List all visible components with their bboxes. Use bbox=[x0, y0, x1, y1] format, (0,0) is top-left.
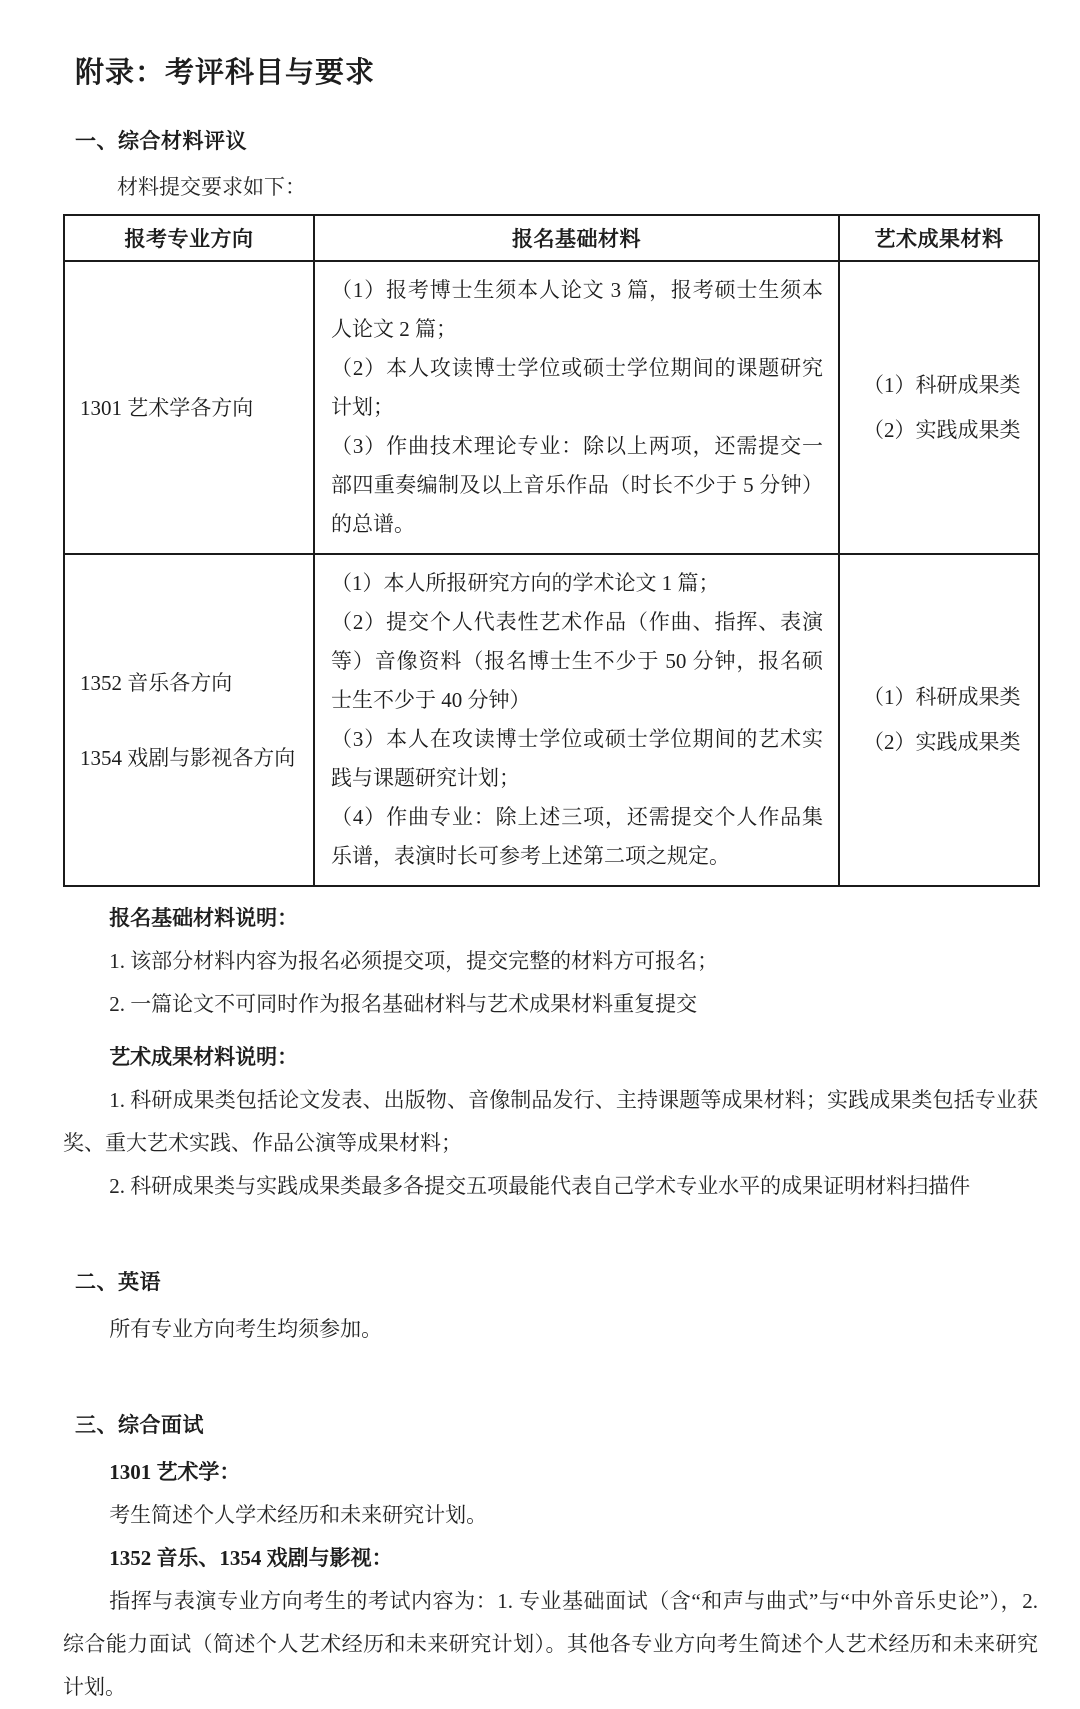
table-header-row bbox=[64, 215, 1039, 261]
material-item: （1）本人所报研究方向的学术论文 1 篇； bbox=[331, 571, 720, 595]
direction-cell-1301 bbox=[64, 261, 314, 554]
direction-label: 1301 艺术学各方向 bbox=[80, 395, 254, 420]
material-item: （3）作曲技术理论专业：除以上两项，还需提交一部四重奏编制及以上音乐作品（时长不少于 5 分钟）的总谱。 bbox=[331, 434, 823, 536]
column-header-achievement-materials: 艺术成果材料 bbox=[839, 215, 1039, 261]
section-3-heading: 三、综合面试 bbox=[75, 1413, 204, 1437]
material-item: （2）本人攻读博士学位或硕士学位期间的课题研究计划； bbox=[331, 356, 823, 419]
column-header-basic-materials: 报名基础材料 bbox=[314, 215, 839, 261]
material-item: （2）提交个人代表性艺术作品（作曲、指挥、表演等）音像资料（报名博士生不少于 50 分钟，报名硕士生不少于 40 分钟） bbox=[331, 610, 823, 712]
section-2-heading: 二、英语 bbox=[75, 1270, 161, 1294]
direction-cell-1352-1354 bbox=[64, 554, 314, 886]
direction-label: 1352 音乐各方向 bbox=[80, 670, 233, 695]
basic-materials-notes-heading: 报名基础材料说明： bbox=[109, 906, 299, 930]
table-row-1301 bbox=[64, 261, 1039, 554]
material-item: （1）报考博士生须本人论文 3 篇，报考硕士生须本人论文 2 篇； bbox=[331, 278, 823, 341]
achievement-item: （2）实践成果类 bbox=[863, 417, 1021, 442]
section-1-heading: 一、综合材料评议 bbox=[75, 129, 247, 153]
interview-item-1352-1354-body: 指挥与表演专业方向考生的考试内容为：1. 专业基础面试（含“和声与曲式”与“中外音乐史论”），2. 综合能力面试（简述个人艺术经历和未来研究计划）。其他各专业方向考生简述个人艺术经历和未来研究计划。 bbox=[63, 1589, 1038, 1699]
interview-item-1301-body: 考生简述个人学术经历和未来研究计划。 bbox=[109, 1503, 488, 1527]
basic-materials-note-2: 2. 一篇论文不可同时作为报名基础材料与艺术成果材料重复提交 bbox=[109, 992, 698, 1016]
materials-requirements-table bbox=[63, 214, 1040, 887]
material-item: （4）作曲专业：除上述三项，还需提交个人作品集乐谱，表演时长可参考上述第二项之规定。 bbox=[331, 805, 823, 868]
basic-materials-cell-1301 bbox=[314, 261, 839, 554]
basic-materials-cell-1352-1354 bbox=[314, 554, 839, 886]
page-title: 附录：考评科目与要求 bbox=[75, 57, 376, 89]
achievement-item: （1）科研成果类 bbox=[863, 372, 1021, 397]
direction-label: 1354 戏剧与影视各方向 bbox=[80, 745, 296, 770]
achievement-materials-note-1: 1. 科研成果类包括论文发表、出版物、音像制品发行、主持课题等成果材料；实践成果类包括专业获奖、重大艺术实践、作品公演等成果材料； bbox=[63, 1088, 1038, 1155]
section-interview bbox=[63, 1409, 1038, 1709]
achievement-cell-1301 bbox=[839, 261, 1039, 554]
interview-item-1301-label: 1301 艺术学： bbox=[109, 1460, 241, 1484]
table-intro: 材料提交要求如下： bbox=[117, 175, 306, 199]
achievement-materials-note-2: 2. 科研成果类与实践成果类最多各提交五项最能代表自己学术专业水平的成果证明材料扫描件 bbox=[109, 1174, 971, 1198]
achievement-materials-notes-heading: 艺术成果材料说明： bbox=[109, 1045, 299, 1069]
achievement-cell-1352-1354 bbox=[839, 554, 1039, 886]
column-header-direction: 报考专业方向 bbox=[64, 215, 314, 261]
achievement-item: （1）科研成果类 bbox=[863, 685, 1021, 709]
english-requirement: 所有专业方向考生均须参加。 bbox=[109, 1317, 383, 1341]
table-row-1352-1354 bbox=[64, 554, 1039, 886]
basic-materials-note-1: 1. 该部分材料内容为报名必须提交项，提交完整的材料方可报名； bbox=[109, 949, 719, 973]
achievement-item: （2）实践成果类 bbox=[863, 730, 1021, 754]
material-item: （3）本人在攻读博士学位或硕士学位期间的艺术实践与课题研究计划； bbox=[331, 727, 823, 790]
interview-item-1352-1354-label: 1352 音乐、1354 戏剧与影视： bbox=[109, 1546, 393, 1570]
section-english bbox=[63, 1266, 1038, 1351]
